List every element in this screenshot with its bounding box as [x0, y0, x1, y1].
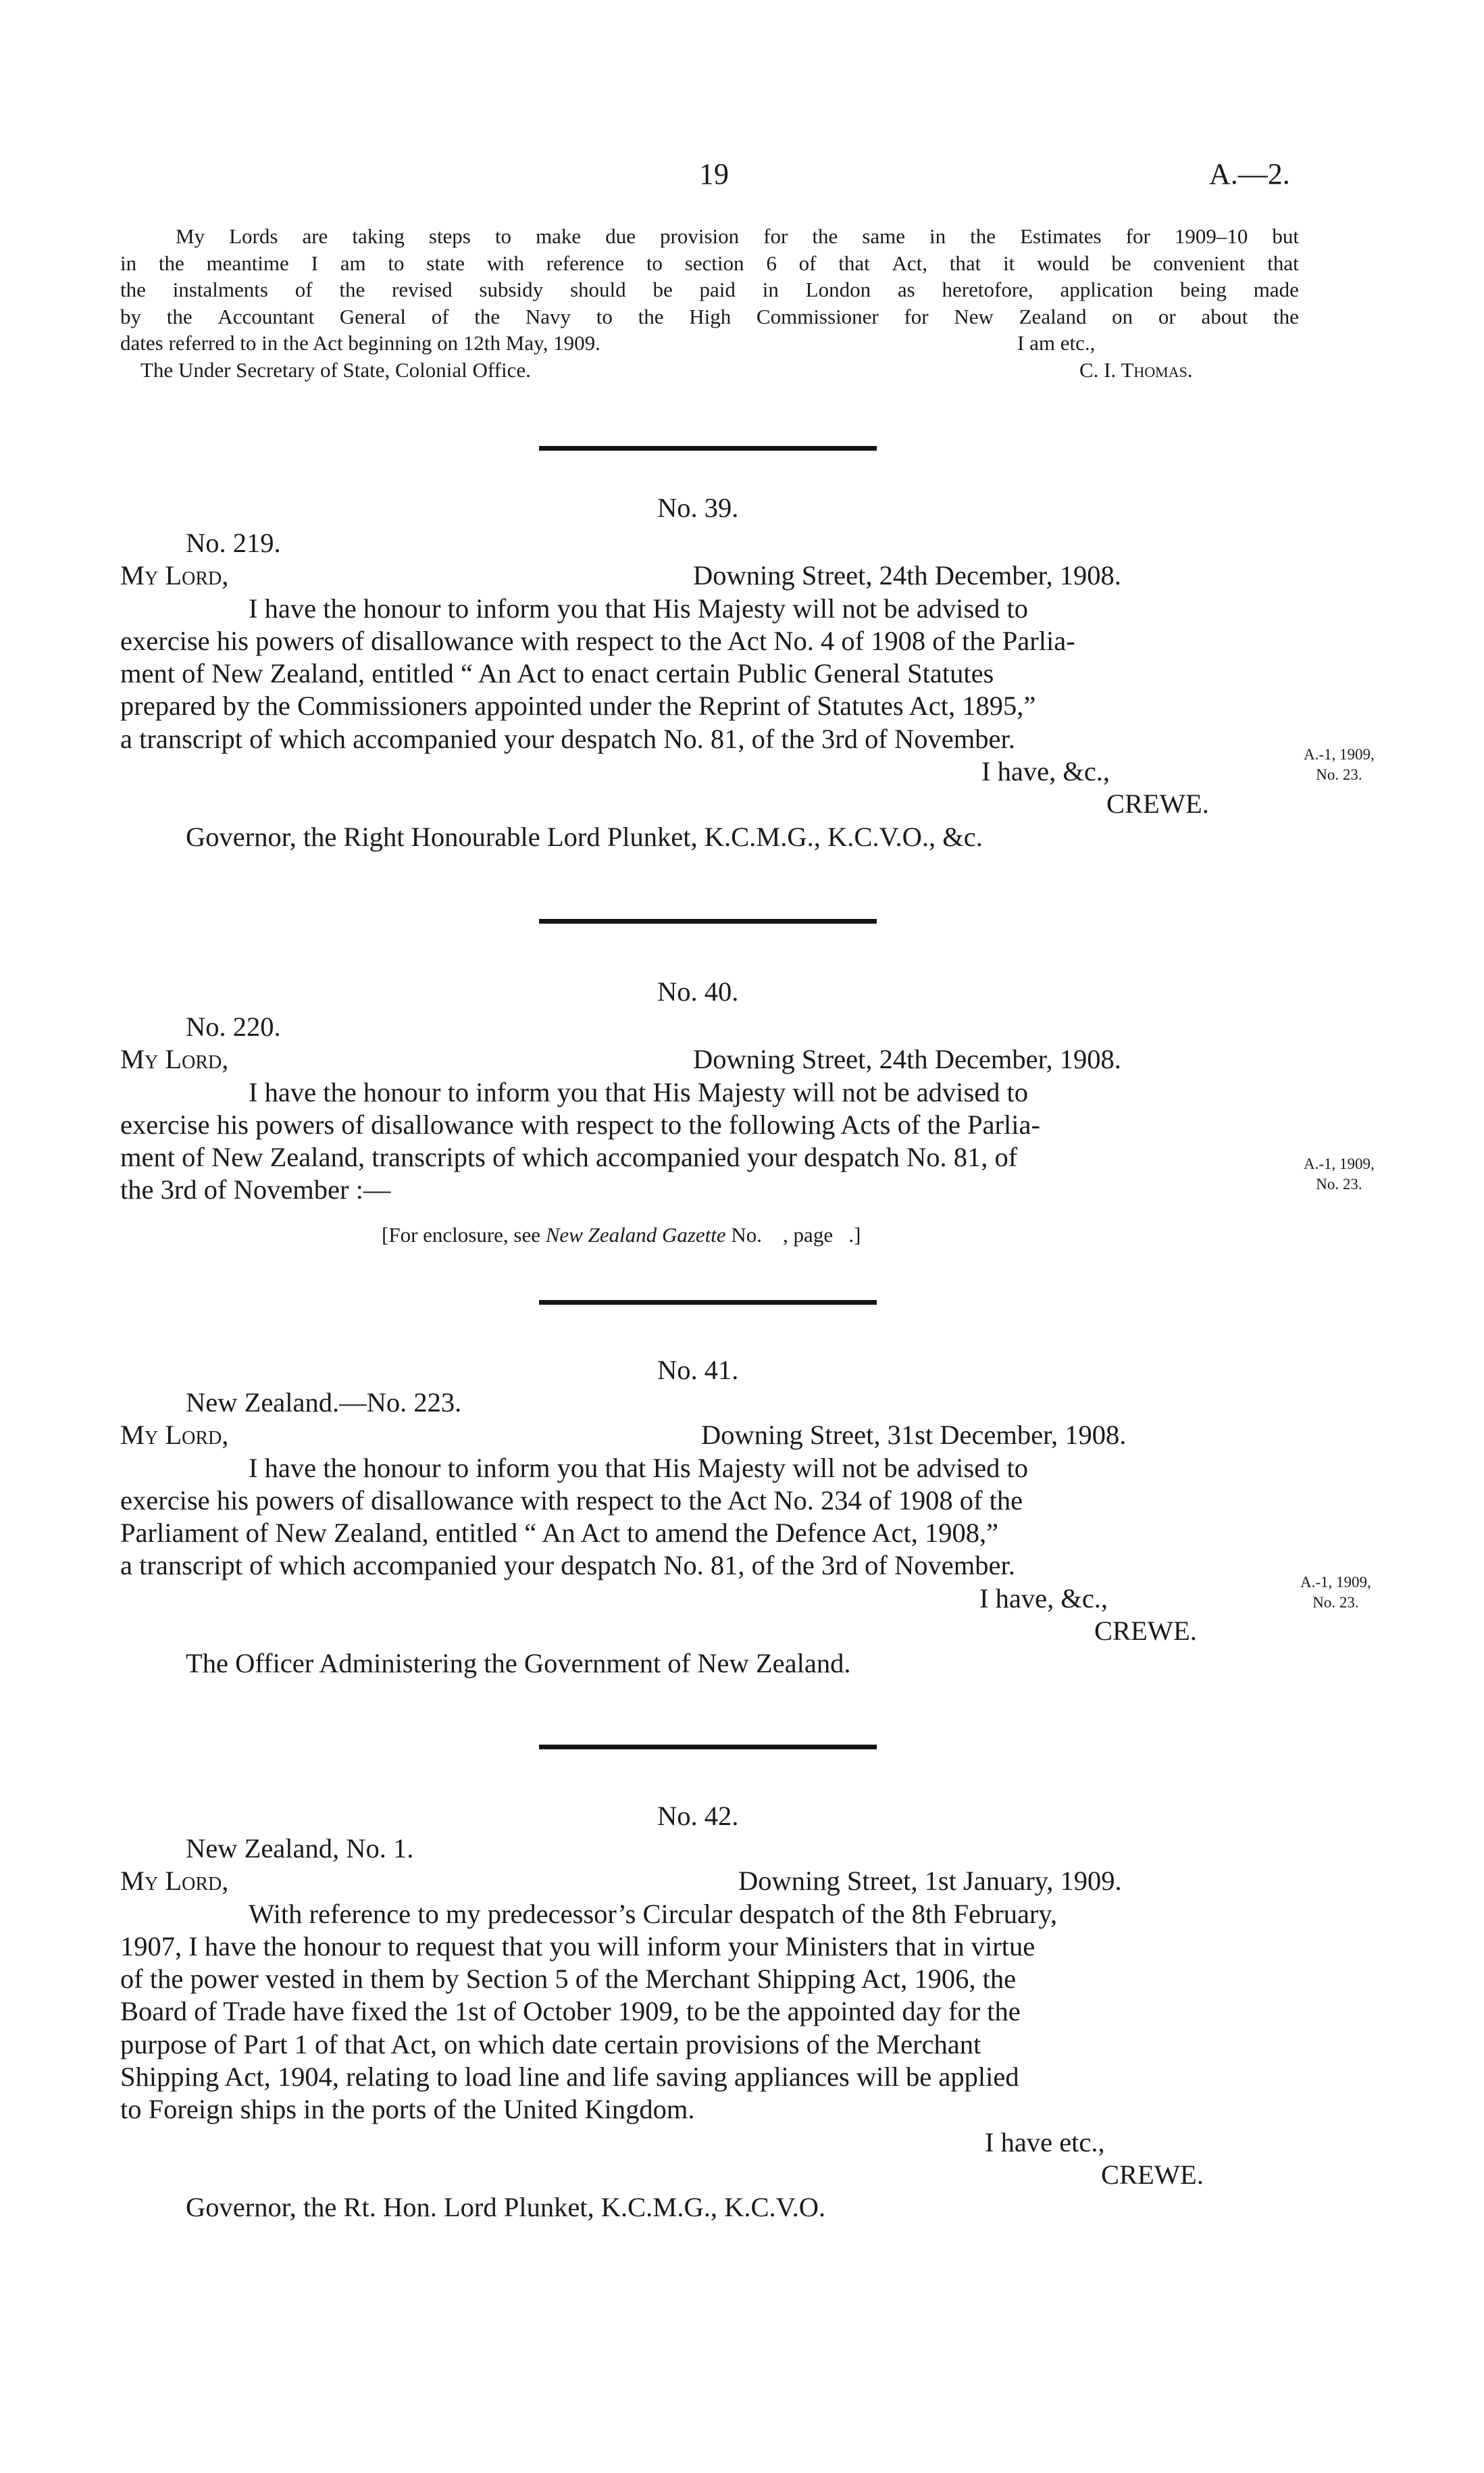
body-line: ment of New Zealand, entitled “ An Act to enact certain Public General Statutes [120, 658, 994, 689]
intro-line: by the Accountant General of the Navy to the High Commissioner for New Zealand on or about the [120, 304, 1299, 328]
body-line: a transcript of which accompanied your despatch No. 81, of the 3rd of November. [120, 723, 1015, 754]
body-line: I have the honour to inform you that His Majesty will not be advised to [249, 593, 1029, 624]
body-line: the 3rd of November :— [120, 1174, 391, 1205]
body-line: With reference to my predecessor’s Circular despatch of the 8th February, [249, 1898, 1058, 1929]
body-line: I have the honour to inform you that His Majesty will not be advised to [249, 1076, 1029, 1107]
addressee: Governor, the Rt. Hon. Lord Plunket, K.C.M.G., K.C.V.O. [186, 2192, 826, 2223]
body-line: I have the honour to inform you that His Majesty will not be advised to [249, 1452, 1029, 1483]
signature: CREWE. [1101, 2159, 1204, 2190]
intro-line: dates referred to in the Act beginning on 12th May, 1909. [120, 331, 600, 355]
section-divider [539, 919, 877, 924]
intro-line: My Lords are taking steps to make due provision for the same in the Estimates for 1909–10 but [176, 224, 1299, 248]
despatch-number: No. 40. [657, 976, 739, 1007]
body-line: a transcript of which accompanied your despatch No. 81, of the 3rd of November. [120, 1550, 1015, 1581]
section-divider [539, 446, 877, 451]
enclosure-note: [For enclosure, see New Zealand Gazette No. , page .] [382, 1223, 861, 1247]
body-line: of the power vested in them by Section 5 of the Merchant Shipping Act, 1906, the [120, 1964, 1017, 1995]
date-line: Downing Street, 31st December, 1908. [701, 1420, 1127, 1451]
despatch-number: No. 41. [657, 1355, 739, 1385]
intro-letter [120, 223, 1299, 384]
despatch-ref: No. 220. [186, 1011, 281, 1042]
body-line: Shipping Act, 1904, relating to load line and life saving appliances will be applied [120, 2062, 1019, 2093]
despatch-39 [120, 527, 1296, 853]
body-line: purpose of Part 1 of that Act, on which date certain provisions of the Merchant [120, 2028, 981, 2059]
body-line: to Foreign ships in the ports of the United Kingdom. [120, 2094, 695, 2125]
salutation: My Lord, [120, 560, 229, 591]
intro-closing: I am etc., [1017, 331, 1096, 355]
body-line: exercise his powers of disallowance with respect to the Act No. 4 of 1908 of the Parlia- [120, 625, 1075, 656]
despatch-ref: No. 219. [186, 528, 281, 558]
salutation: My Lord, [120, 1866, 229, 1897]
body-line: prepared by the Commissioners appointed under the Reprint of Statutes Act, 1895,” [120, 691, 1036, 722]
despatch-ref: New Zealand, No. 1. [186, 1833, 414, 1864]
margin-note: A.-1, 1909, No. 23. [1300, 1574, 1371, 1611]
closing: I have etc., [985, 2126, 1105, 2157]
intro-line: the instalments of the revised subsidy should be paid in London as heretofore, application being made [120, 278, 1299, 302]
section-divider [539, 1300, 877, 1305]
despatch-40 [120, 1011, 1296, 1207]
section-divider [539, 1745, 877, 1749]
body-line: exercise his powers of disallowance with respect to the following Acts of the Parlia- [120, 1109, 1040, 1140]
date-line: Downing Street, 1st January, 1909. [738, 1866, 1122, 1897]
salutation: My Lord, [120, 1044, 229, 1075]
signature: CREWE. [1094, 1616, 1197, 1647]
body-line: Parliament of New Zealand, entitled “ An Act to amend the Defence Act, 1908,” [120, 1518, 999, 1549]
closing: I have, &c., [979, 1582, 1108, 1614]
date-line: Downing Street, 24th December, 1908. [693, 1044, 1121, 1075]
margin-note: A.-1, 1909, No. 23. [1304, 746, 1375, 783]
despatch-41 [120, 1387, 1296, 1680]
despatch-number: No. 42. [657, 1801, 739, 1831]
body-line: 1907, I have the honour to request that you will inform your Ministers that in virtue [120, 1930, 1035, 1962]
margin-note: A.-1, 1909, No. 23. [1304, 1155, 1375, 1193]
despatch-number: No. 39. [657, 493, 739, 523]
document-reference: A.—2. [1209, 157, 1290, 191]
addressee: Governor, the Right Honourable Lord Plunket, K.C.M.G., K.C.V.O., &c. [186, 821, 983, 852]
despatch-ref: New Zealand.—No. 223. [186, 1387, 462, 1418]
intro-addressee: The Under Secretary of State, Colonial Office. [140, 357, 531, 382]
page-number: 19 [699, 157, 729, 191]
salutation: My Lord, [120, 1420, 229, 1451]
body-line: exercise his powers of disallowance with respect to the Act No. 234 of 1908 of the [120, 1484, 1023, 1516]
closing: I have, &c., [981, 756, 1110, 787]
body-line: ment of New Zealand, transcripts of which accompanied your despatch No. 81, of [120, 1142, 1018, 1173]
despatch-42 [120, 1832, 1296, 2224]
body-line: Board of Trade have fixed the 1st of October 1909, to be the appointed day for the [120, 1996, 1021, 2027]
intro-signature: C. I. Thomas. [1079, 357, 1193, 382]
date-line: Downing Street, 24th December, 1908. [693, 560, 1121, 591]
addressee: The Officer Administering the Government of New Zealand. [186, 1648, 851, 1679]
intro-line: in the meantime I am to state with reference to section 6 of that Act, that it would be convenient that [120, 251, 1299, 275]
signature: CREWE. [1106, 789, 1209, 820]
